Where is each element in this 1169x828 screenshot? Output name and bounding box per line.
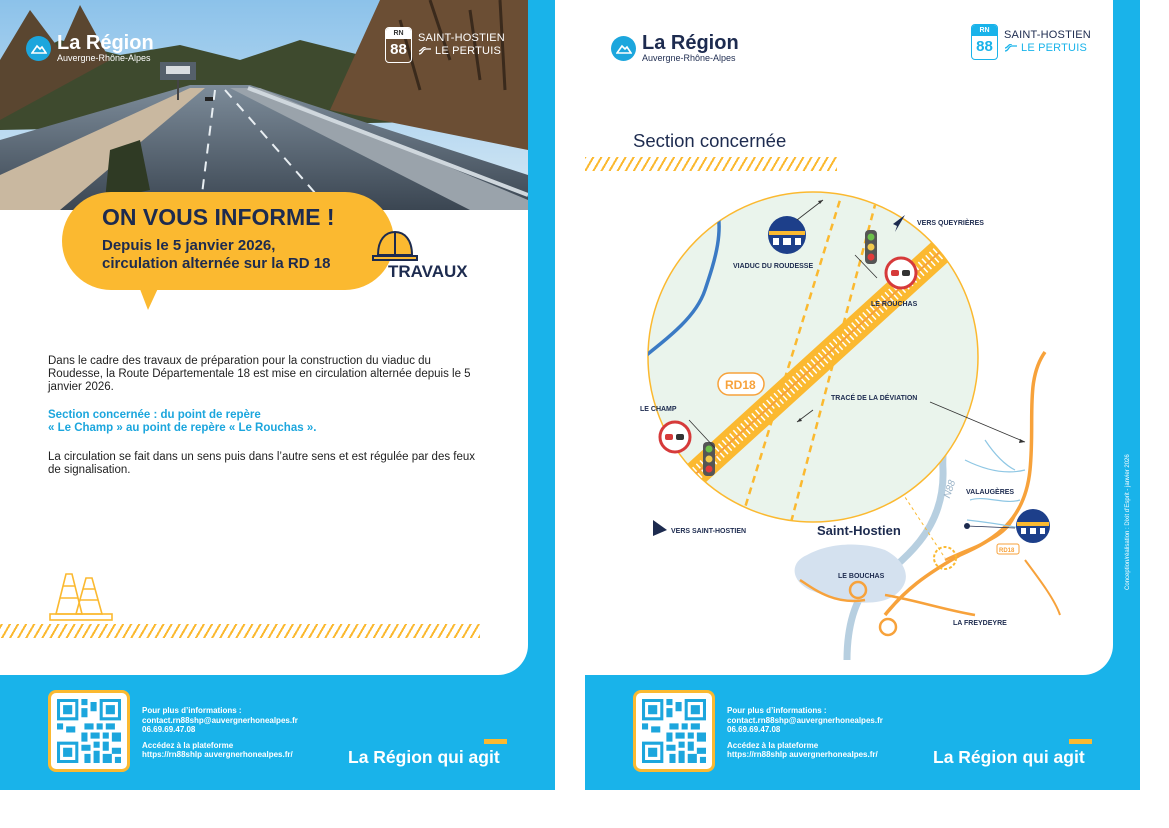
- travaux-label: TRAVAUX: [388, 262, 468, 281]
- announcement-bubble: [62, 192, 394, 290]
- region-logo: [611, 33, 739, 63]
- platform-label: Accédez à la plateforme: [727, 740, 819, 750]
- label-saint-hostien: Saint-Hostien: [817, 523, 901, 538]
- rn-line1: SAINT-HOSTIEN: [1004, 29, 1091, 41]
- viaduct-icon-small: [1016, 509, 1050, 543]
- label-vers-queyrieres: VERS QUEYRIÈRES: [917, 220, 984, 227]
- contact-phone[interactable]: 06.69.69.47.08: [727, 725, 781, 734]
- label-viaduc: VIADUC DU ROUDESSE: [733, 263, 814, 270]
- region-logo: [26, 33, 154, 63]
- poster-sheet: [585, 0, 1113, 675]
- region-mountain-icon: [26, 36, 51, 61]
- traffic-light-icon: [865, 230, 877, 264]
- rn-line2: LE PERTUIS: [435, 45, 501, 57]
- direction-arrow-icon: [653, 520, 667, 536]
- credit-line: Conception/réalisation : Dixit d’Esprit - janvier 2026: [1125, 454, 1131, 590]
- poster-page-info: [0, 0, 555, 790]
- rn-line1: SAINT-HOSTIEN: [418, 32, 505, 44]
- poster-page-map: [585, 0, 1140, 790]
- regulation-paragraph: La circulation se fait dans un sens puis dans l’autre sens et est régulée par des feux de signalisation.: [48, 451, 476, 476]
- slogan-accent: [484, 739, 507, 744]
- contact-phone[interactable]: 06.69.69.47.08: [142, 725, 196, 734]
- section-line-1: Section concernée : du point de repère: [48, 409, 261, 421]
- region-subtitle: Auvergne-Rhône-Alpes: [642, 53, 736, 63]
- subline-1: Depuis le 5 janvier 2026,: [102, 237, 276, 254]
- region-name: La Région: [57, 32, 154, 54]
- qr-code-icon: [57, 699, 121, 763]
- info-label: Pour plus d’informations :: [727, 706, 827, 715]
- intro-paragraph: Dans le cadre des travaux de préparation pour la construction du viaduc du Roudesse, la Route Départementale 18 est mise en circulation alternée depuis le 5 janvier 2026.: [48, 355, 471, 393]
- label-le-bouchas: LE BOUCHAS: [838, 573, 885, 580]
- poster-sheet: [0, 0, 528, 675]
- slogan: La Région qui agit: [348, 747, 500, 767]
- contact-email[interactable]: contact.rn88shp@auvergnerhonealpes.fr: [727, 715, 883, 725]
- rn-line2: LE PERTUIS: [1021, 42, 1087, 54]
- label-valaugeres: VALAUGÈRES: [966, 489, 1015, 496]
- rn88-badge: RN 88: [385, 27, 412, 63]
- road-curve-icon: [418, 47, 432, 56]
- section-line-2: « Le Champ » au point de repère « Le Rouchas ».: [48, 422, 317, 434]
- section-map: [585, 180, 1113, 660]
- label-trace: TRACÉ DE LA DÉVIATION: [831, 395, 918, 402]
- platform-url[interactable]: https://rn88shlp auvergnerhonealpes.fr/: [727, 750, 878, 759]
- road-curve-icon: [1004, 44, 1018, 53]
- label-rd18-small: RD18: [999, 548, 1015, 554]
- region-subtitle: Auvergne-Rhône-Alpes: [57, 53, 151, 63]
- platform-label: Accédez à la plateforme: [142, 740, 234, 750]
- viaduct-icon: [768, 216, 806, 254]
- platform-url[interactable]: https://rn88shlp auvergnerhonealpes.fr/: [142, 750, 293, 759]
- section-title: Section concernée: [633, 130, 787, 151]
- contact-info: [142, 706, 298, 760]
- label-la-freydeyre: LA FREYDEYRE: [953, 620, 1007, 627]
- label-vers-saint-hostien: VERS SAINT-HOSTIEN: [671, 528, 747, 535]
- label-le-champ: LE CHAMP: [640, 406, 677, 413]
- traffic-cones-icon: [46, 570, 116, 622]
- no-overtaking-icon: [660, 422, 690, 452]
- label-n88: N88: [942, 478, 959, 500]
- contact-info: [727, 706, 883, 760]
- no-overtaking-icon: [886, 258, 916, 288]
- bubble-tail: [138, 284, 162, 312]
- rn88-logo: [971, 24, 1091, 60]
- info-label: Pour plus d’informations :: [142, 706, 242, 715]
- headline: ON VOUS INFORME !: [102, 204, 335, 230]
- label-le-rouchas: LE ROUCHAS: [871, 301, 918, 308]
- qr-code-icon: [642, 699, 706, 763]
- region-mountain-icon: [611, 36, 636, 61]
- traffic-light-icon: [703, 442, 715, 476]
- rn88-logo: [385, 27, 505, 63]
- subline-2: circulation alternée sur la RD 18: [102, 255, 331, 272]
- slogan-accent: [1069, 739, 1092, 744]
- decorative-hatch: [0, 624, 480, 638]
- label-rd18: RD18: [725, 378, 756, 392]
- qr-code[interactable]: [48, 690, 130, 772]
- qr-code[interactable]: [633, 690, 715, 772]
- rn88-badge: RN 88: [971, 24, 998, 60]
- hardhat-icon: [370, 229, 420, 263]
- decorative-hatch: [585, 157, 837, 171]
- contact-email[interactable]: contact.rn88shp@auvergnerhonealpes.fr: [142, 715, 298, 725]
- region-name: La Région: [642, 32, 739, 54]
- slogan: La Région qui agit: [933, 747, 1085, 767]
